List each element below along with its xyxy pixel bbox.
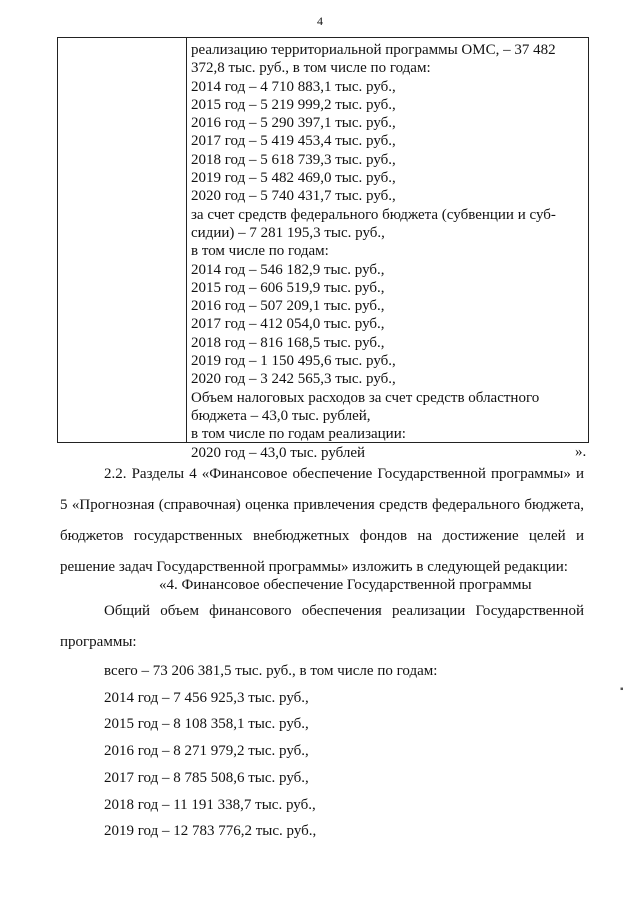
- amount-year: 2019 год – 12 783 776,2 тыс. руб.,: [104, 823, 317, 840]
- cell-line: 2014 год – 4 710 883,1 тыс. руб.,: [191, 78, 396, 95]
- intro-paragraph: Общий объем финансового обеспечения реализации Государственной программы:: [60, 603, 584, 650]
- cell-line: за счет средств федерального бюджета (субвенции и суб-: [191, 206, 556, 223]
- cell-line: 2017 год – 412 054,0 тыс. руб.,: [191, 316, 385, 333]
- cell-line: 2018 год – 816 168,5 тыс. руб.,: [191, 334, 385, 351]
- cell-line: 2017 год – 5 419 453,4 тыс. руб.,: [191, 133, 396, 150]
- cell-line: 2020 год – 3 242 565,3 тыс. руб.,: [191, 371, 396, 388]
- section-heading: «4. Финансовое обеспечение Государственной программы: [159, 577, 532, 593]
- amount-year: 2017 год – 8 785 508,6 тыс. руб.,: [104, 769, 309, 786]
- cell-line: 2018 год – 5 618 739,3 тыс. руб.,: [191, 151, 396, 168]
- amount-total: всего – 73 206 381,5 тыс. руб., в том числе по годам:: [104, 663, 438, 679]
- table-cell-content: [191, 41, 583, 462]
- cell-line: реализацию территориальной программы ОМС, – 37 482: [191, 42, 556, 58]
- cell-line: 2019 год – 5 482 469,0 тыс. руб.,: [191, 170, 396, 187]
- page-number: 4: [317, 14, 323, 28]
- cell-line: 2020 год – 5 740 431,7 тыс. руб.,: [191, 188, 396, 205]
- cell-line: 2015 год – 5 219 999,2 тыс. руб.,: [191, 96, 396, 113]
- amount-year: 2015 год – 8 108 358,1 тыс. руб.,: [104, 716, 309, 733]
- cell-line: 2016 год – 507 209,1 тыс. руб.,: [191, 298, 385, 315]
- cell-line: 2019 год – 1 150 495,6 тыс. руб.,: [191, 353, 396, 370]
- cell-line: 2014 год – 546 182,9 тыс. руб.,: [191, 261, 385, 278]
- cell-line: в том числе по годам:: [191, 243, 329, 260]
- cell-line: бюджета – 43,0 тыс. рублей,: [191, 407, 371, 424]
- cell-line: 2020 год – 43,0 тыс. рублей: [191, 444, 366, 461]
- funding-amounts-list: [104, 658, 584, 845]
- cell-line: сидии) – 7 281 195,3 тыс. руб.,: [191, 224, 385, 241]
- scan-speck: ▪: [620, 684, 624, 695]
- amount-year: 2014 год – 7 456 925,3 тыс. руб.,: [104, 689, 309, 706]
- cell-line: 2016 год – 5 290 397,1 тыс. руб.,: [191, 115, 396, 132]
- closing-quote: ».: [575, 444, 587, 460]
- cell-line: 372,8 тыс. руб., в том числе по годам:: [191, 60, 431, 77]
- cell-line: Объем налоговых расходов за счет средств областного: [191, 389, 540, 406]
- amount-year: 2018 год – 11 191 338,7 тыс. руб.,: [104, 796, 316, 813]
- table-column-divider: [186, 37, 187, 442]
- cell-line: в том числе по годам реализации:: [191, 426, 406, 443]
- cell-line: 2015 год – 606 519,9 тыс. руб.,: [191, 279, 385, 296]
- amount-year: 2016 год – 8 271 979,2 тыс. руб.,: [104, 743, 309, 760]
- section-paragraph: 2.2. Разделы 4 «Финансовое обеспечение Государственной программы» и 5 «Прогнозная (справочная) оценка привлечения средств федерального бюджета, бюджетов государственных внебюджетных фондов на достижение целей и решение задач Государственной программы» изложить в следующей редакции:: [60, 466, 584, 575]
